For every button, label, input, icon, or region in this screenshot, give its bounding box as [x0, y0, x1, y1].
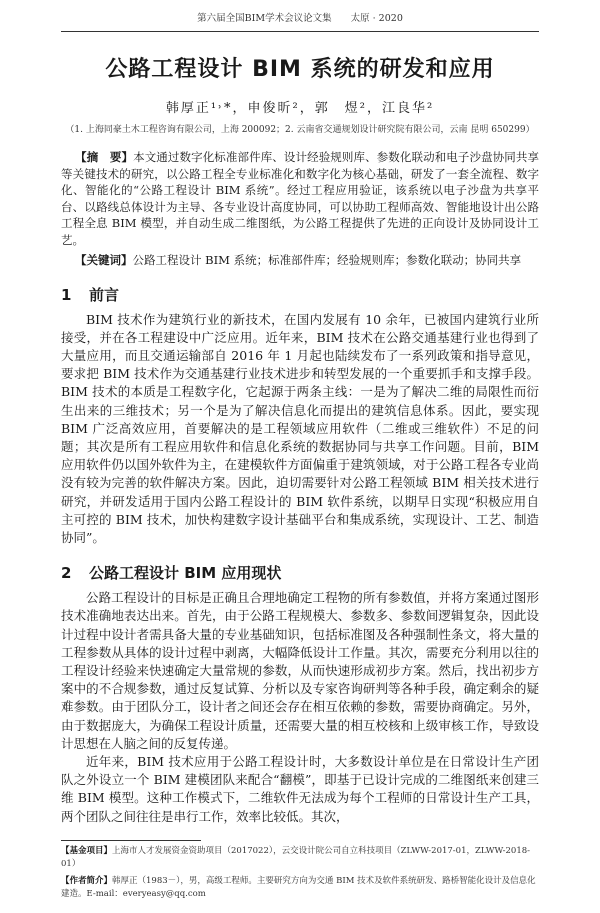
paragraph: 近年来，BIM 技术应用于公路工程设计时，大多数设计单位是在日常设计生产团队之外设立一个 BIM 建模团队来配合“翻模”，即基于已设计完成的二维图纸来创建三维 BIM 模型。这种工作模式下，二维软件无法成为每个工程师的日常设计生产工具，两个团队之间往往是串行工作，效率比较低。其次， [61, 753, 539, 824]
section-title: 前言 [89, 285, 120, 304]
author-bio-label: 【作者简介】 [61, 875, 113, 886]
authors: 韩厚正¹˒*，申俊昕²，郭 煜²，江良华² [165, 101, 435, 116]
footnote-rule [61, 840, 201, 841]
section-1-body [61, 311, 539, 548]
paragraph: 公路工程设计的目标是正确且合理地确定工程物的所有参数值，并将方案通过图形技术准确地表达出来。首先，由于公路工程规模大、参数多、参数间逻辑复杂，因此设计过程中设计者需具备大量的专业基础知识，包括标准图及各种强制性条文，将大量的工程参数从具体的设计过程中剥离，大幅降低设计工作量。其次，需要充分利用以往的工程设计经验来快速确定大量常规的参数，从而快速形成初步方案。然后，找出初步方案中的不合规参数，通过反复试算、分析以及专家咨询研判等各种手段，确定剩余的疑难参数。由于团队分工，设计者之间还会存在相互依赖的参数，需要协商确定。另外，由于数据庞大，为确保工程设计质量，还需要大量的相互校核和上级审核工作，导致设计思想在人脑之间的反复传递。 [61, 590, 539, 751]
keywords-text: 公路工程设计 BIM 系统；标准部件库；经验规则库；参数化联动；协同共享 [132, 253, 522, 267]
keywords [61, 252, 539, 269]
author-bio-text: 韩厚正（1983－），男，高级工程师。主要研究方向为交通 BIM 技术及软件系统研发、路桥智能化设计及信息化建造。E-mail：everyeasy@qq.com [61, 875, 536, 899]
paper-title: 公路工程设计 BIM 系统的研发和应用 [105, 57, 495, 82]
section-title: 公路工程设计 BIM 应用现状 [89, 564, 282, 583]
paragraph: BIM 技术作为建筑行业的新技术，在国内发展有 10 余年，已被国内建筑行业所接受，并在各工程建设中广泛应用。近年来，BIM 技术在公路交通基建行业也得到了大量应用，而且交通运输部自 2016 年 1 月起也陆续发布了一系列政策和指导意见，要求把 BIM 技术作为交通基建行业技术进步和转型发展的一个重要抓手和支撑手段。BIM 技术的本质是工程数字化，它起源于两条主线：一是为了解决二维的局限性而衍生出来的三维技术；另一个是为了解决信息化而提出的建筑信息体系。因此，要实现 BIM 广泛高效应用，首要解决的是工程领域应用软件（二维或三维软件）不足的问题；其次是所有工程应用软件和信息化系统的数据协同与共享工作问题。目前，BIM 应用软件仍以国外软件为主，在建模软件方面偏重于建筑领域，对于公路工程各专业尚没有较为完善的软件解决方案。因此，迫切需要针对公路工程领域 BIM 相关技术进行研究，并研发适用于国内公路工程设计的 BIM 软件系统，以期早日实现“积极应用自主可控的 BIM 技术，加快构建数字设计基础平台和集成系统，实现设计、工艺、制造协同”。 [61, 311, 539, 545]
section-heading-1 [61, 285, 539, 305]
abstract [61, 149, 539, 248]
abstract-label: 【摘 要】 [75, 150, 134, 164]
footnote-fund [61, 845, 539, 871]
fund-label: 【基金项目】 [61, 845, 113, 856]
footnote-author [61, 875, 539, 901]
section-heading-2 [61, 563, 539, 583]
proceedings-name: 第六届全国BIM学术会议论文集 [197, 13, 332, 24]
fund-text: 上海市人才发展资金资助项目（2017022），云交设计院公司自立科技项目（ZLWW-2017-01，ZLWW-2018-01） [61, 845, 531, 869]
affiliation: （1. 上海同豪土木工程咨询有限公司，上海 200092；2. 云南省交通规划设计研究院有限公司，云南 昆明 650299） [65, 125, 535, 135]
keywords-label: 【关键词】 [75, 253, 133, 267]
section-number: 2 [61, 564, 72, 583]
running-header [61, 12, 539, 32]
abstract-text: 本文通过数字化标准部件库、设计经验规则库、参数化联动和电子沙盘协同共享等关键技术的研究，以公路工程全专业标准化和数字化为核心基础，研发了一套全流程、数字化、智能化的“公路工程设计 BIM 系统”。经过工程应用验证，该系统以电子沙盘为共享平台、以路线总体设计为主导、各专业设计高度协同，可以协助工程师高效、智能地设计出公路工程全息 BIM 模型，并自动生成二维图纸，为公路工程提供了先进的正向设计及协同设计工艺。 [61, 150, 540, 247]
place-year: 太原 · 2020 [350, 13, 403, 24]
section-number: 1 [61, 285, 72, 304]
section-2-body [61, 589, 539, 826]
paper-page [61, 0, 539, 913]
